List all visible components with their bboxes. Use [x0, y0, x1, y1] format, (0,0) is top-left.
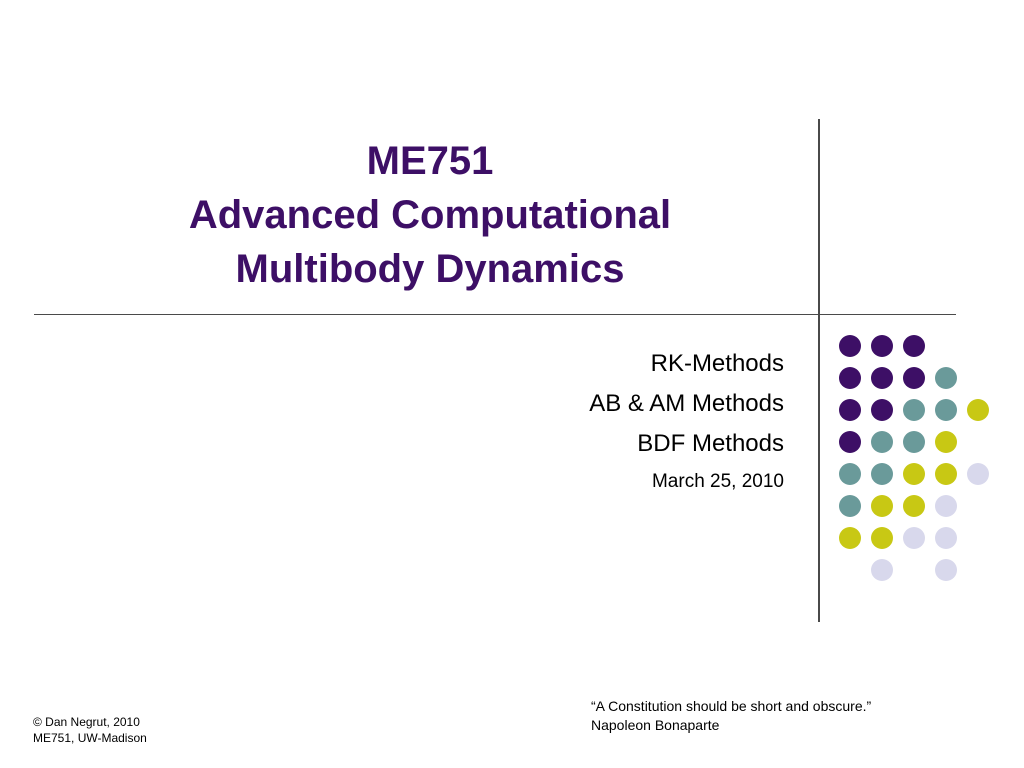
title-line-3: Multibody Dynamics	[235, 247, 625, 291]
dot-lavender	[935, 559, 957, 581]
footer-copyright: © Dan Negrut, 2010	[33, 715, 140, 729]
dot-olive	[935, 431, 957, 453]
quote-text: “A Constitution should be short and obscure.”	[591, 698, 872, 714]
dot-olive	[935, 463, 957, 485]
quote-block	[591, 697, 871, 735]
dot-teal	[935, 367, 957, 389]
dot-teal	[903, 399, 925, 421]
dot-purple	[839, 431, 861, 453]
dot-lavender	[935, 527, 957, 549]
subtitle-item-rk: RK-Methods	[650, 350, 784, 377]
dot-lavender	[871, 559, 893, 581]
footer	[33, 714, 147, 746]
title-line-course: ME751	[366, 139, 494, 183]
dot-purple	[839, 399, 861, 421]
dot-olive	[903, 463, 925, 485]
subtitle-item-ab-am: AB & AM Methods	[589, 390, 784, 417]
horizontal-divider	[34, 314, 956, 315]
dot-teal	[839, 495, 861, 517]
title-line-2: Advanced Computational	[188, 193, 672, 237]
dot-lavender	[935, 495, 957, 517]
dot-olive	[903, 495, 925, 517]
dot-purple	[871, 367, 893, 389]
dot-olive	[871, 527, 893, 549]
slide-title	[120, 134, 740, 296]
dot-purple	[839, 367, 861, 389]
quote-author: Napoleon Bonaparte	[591, 717, 720, 733]
dot-teal	[871, 463, 893, 485]
dot-olive	[839, 527, 861, 549]
dot-purple	[871, 399, 893, 421]
dot-lavender	[967, 463, 989, 485]
slide-date: March 25, 2010	[651, 471, 784, 492]
dot-teal	[903, 431, 925, 453]
dot-olive	[967, 399, 989, 421]
subtitle-item-bdf: BDF Methods	[637, 430, 784, 457]
vertical-divider	[818, 119, 820, 622]
dot-lavender	[903, 527, 925, 549]
dot-teal	[839, 463, 861, 485]
dot-purple	[839, 335, 861, 357]
dot-purple	[903, 335, 925, 357]
dot-purple	[871, 335, 893, 357]
dot-teal	[935, 399, 957, 421]
footer-course: ME751, UW-Madison	[33, 731, 147, 745]
subtitle-block	[589, 344, 784, 500]
dot-olive	[871, 495, 893, 517]
dot-purple	[903, 367, 925, 389]
dot-teal	[871, 431, 893, 453]
